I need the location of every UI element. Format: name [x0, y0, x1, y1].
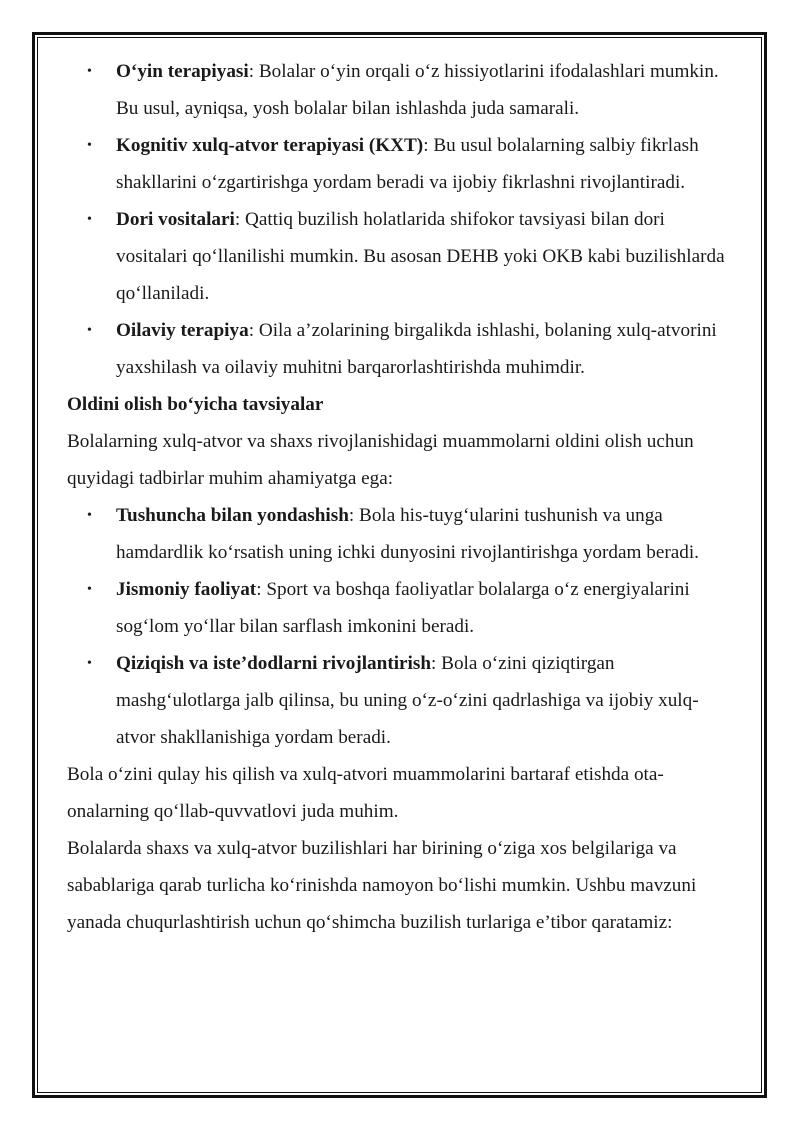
list-item — [67, 53, 735, 127]
list-item-term: Tushuncha bilan yondashish — [116, 505, 349, 526]
bullet-icon: • — [87, 582, 92, 597]
list-item-text: : Bola o‘zini qiziqtirgan mashg‘ulotlarga jalb qilinsa, bu uning o‘z-o‘zini qadrlashiga va ijobiy xulq-atvor shakllanishiga yordam beradi. — [116, 653, 699, 748]
section-heading: Oldini olish bo‘yicha tavsiyalar — [67, 394, 324, 415]
list-item — [67, 497, 735, 571]
list-item-term: Kognitiv xulq-atvor terapiyasi (KXT) — [116, 135, 424, 156]
prevention-list — [67, 497, 735, 756]
treatment-list — [67, 53, 735, 386]
list-item — [67, 645, 735, 756]
support-paragraph: Bola o‘zini qulay his qilish va xulq-atvori muammolarini bartaraf etishda ota-onalarning qo‘llab-quvvatlovi juda muhim. — [67, 764, 664, 822]
bullet-icon: • — [87, 64, 92, 79]
list-item-term: Oilaviy terapiya — [116, 320, 249, 341]
list-item — [67, 312, 735, 386]
list-item-text: : Bola his-tuyg‘ularini tushunish va unga hamdardlik ko‘rsatish uning ichki dunyosini rivojlantirishga yordam beradi. — [116, 505, 699, 563]
list-item-term: O‘yin terapiyasi — [116, 61, 249, 82]
list-item-term: Dori vositalari — [116, 209, 235, 230]
list-item-text: : Bu usul bolalarning salbiy fikrlash shakllarini o‘zgartirishga yordam beradi va ijobiy fikrlashni rivojlantiradi. — [116, 135, 699, 193]
list-item-text: : Oila a’zolarining birgalikda ishlashi, bolaning xulq-atvorini yaxshilash va oilaviy muhitni barqarorlashtirishda muhimdir. — [116, 320, 717, 378]
bullet-icon: • — [87, 508, 92, 523]
list-item-text: : Sport va boshqa faoliyatlar bolalarga o‘z energiyalarini sog‘lom yo‘llar bilan sarflash imkonini beradi. — [116, 579, 690, 637]
list-item — [67, 201, 735, 312]
document-body — [67, 53, 735, 941]
closing-paragraph: Bolalarda shaxs va xulq-atvor buzilishlari har birining o‘ziga xos belgilariga va sabablariga qarab turlicha ko‘rinishda namoyon bo‘lishi mumkin. Ushbu mavzuni yanada chuqurlashtirish uchun qo‘shimcha buzilish turlariga e’tibor qaratamiz: — [67, 838, 697, 933]
intro-paragraph: Bolalarning xulq-atvor va shaxs rivojlanishidagi muammolarni oldini olish uchun quyidagi tadbirlar muhim ahamiyatga ega: — [67, 431, 694, 489]
list-item-text: : Qattiq buzilish holatlarida shifokor tavsiyasi bilan dori vositalari qo‘llanilishi mumkin. Bu asosan DEHB yoki OKB kabi buzilishlarda qo‘llaniladi. — [116, 209, 725, 304]
list-item — [67, 127, 735, 201]
bullet-icon: • — [87, 138, 92, 153]
list-item-term: Jismoniy faoliyat — [116, 579, 257, 600]
list-item-text: : Bolalar o‘yin orqali o‘z hissiyotlarini ifodalashlari mumkin. Bu usul, ayniqsa, yosh bolalar bilan ishlashda juda samarali. — [116, 61, 719, 119]
list-item — [67, 571, 735, 645]
bullet-icon: • — [87, 656, 92, 671]
bullet-icon: • — [87, 212, 92, 227]
list-item-term: Qiziqish va iste’dodlarni rivojlantirish — [116, 653, 432, 674]
bullet-icon: • — [87, 323, 92, 338]
